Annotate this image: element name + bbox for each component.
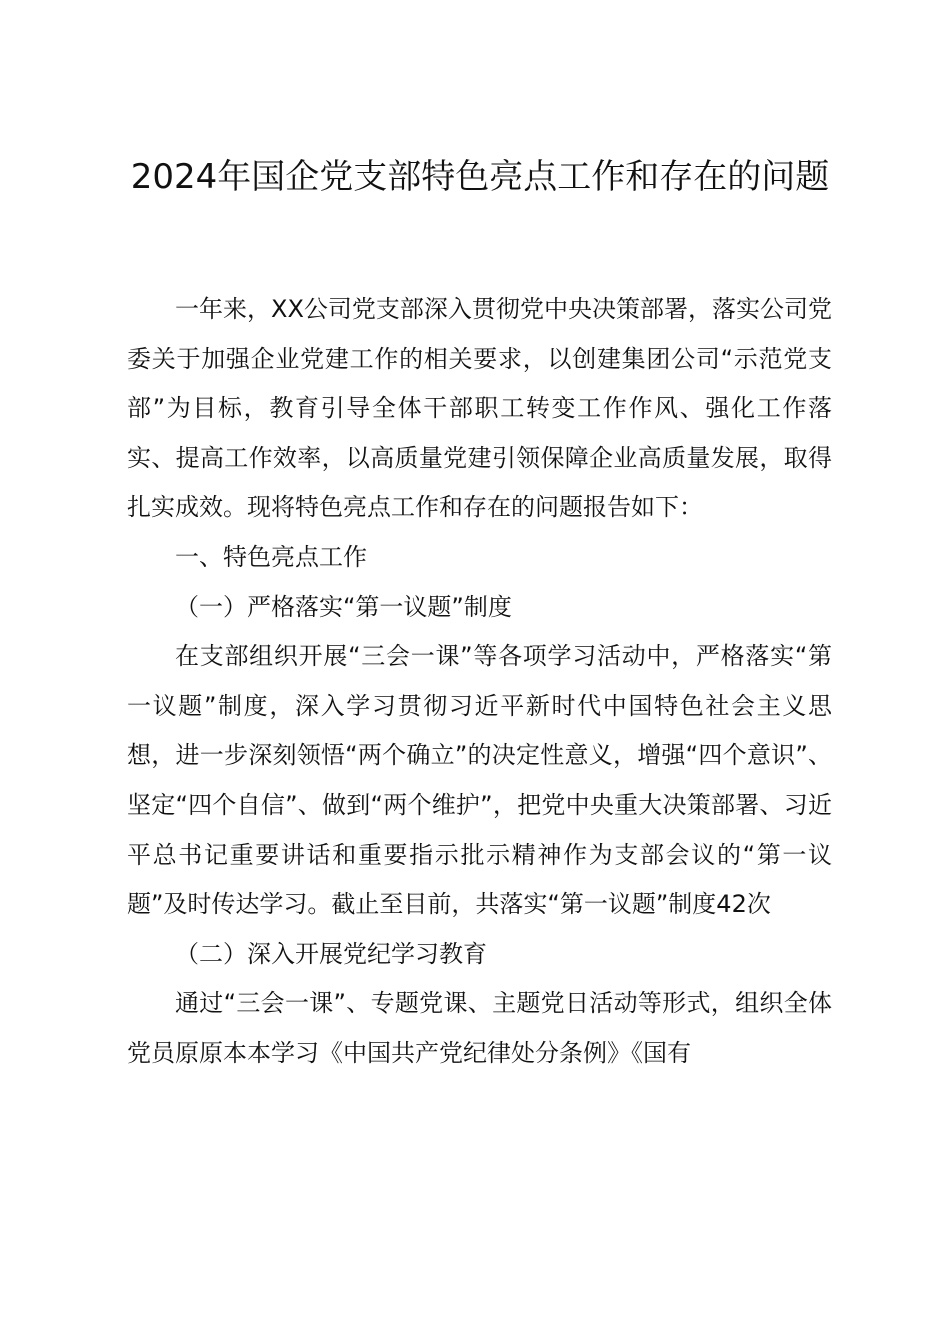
subsection-heading-1: （一）严格落实“第一议题”制度 — [175, 592, 512, 621]
intro-paragraph: 一年来，XX公司党支部深入贯彻党中央决策部署，落实公司党委关于加强企业党建工作的相关要求，以创建集团公司“示范党支部”为目标，教育引导全体干部职工转变工作作风、强化工作落实、提高工作效率，以高质量党建引领保障企业高质量发展，取得扎实成效。现将特色亮点工作和存在的问题报告如下： — [127, 295, 832, 522]
subsection-heading-2: （二）深入开展党纪学习教育 — [175, 939, 487, 968]
document-body — [127, 285, 832, 1079]
subsection-1-paragraph: 在支部组织开展“三会一课”等各项学习活动中，严格落实“第一议题”制度，深入学习贯彻习近平新时代中国特色社会主义思想，进一步深刻领悟“两个确立”的决定性意义，增强“四个意识”、坚定“四个自信”、做到“两个维护”，把党中央重大决策部署、习近平总书记重要讲话和重要指示批示精神作为支部会议的“第一议题”及时传达学习。截止至目前，共落实“第一议题”制度42次 — [127, 642, 832, 919]
subsection-2-paragraph: 通过“三会一课”、专题党课、主题党日活动等形式，组织全体党员原原本本学习《中国共产党纪律处分条例》《国有 — [127, 989, 832, 1067]
document-title: 2024年国企党支部特色亮点工作和存在的问题 — [130, 157, 830, 197]
section-heading-1: 一、特色亮点工作 — [175, 542, 367, 571]
